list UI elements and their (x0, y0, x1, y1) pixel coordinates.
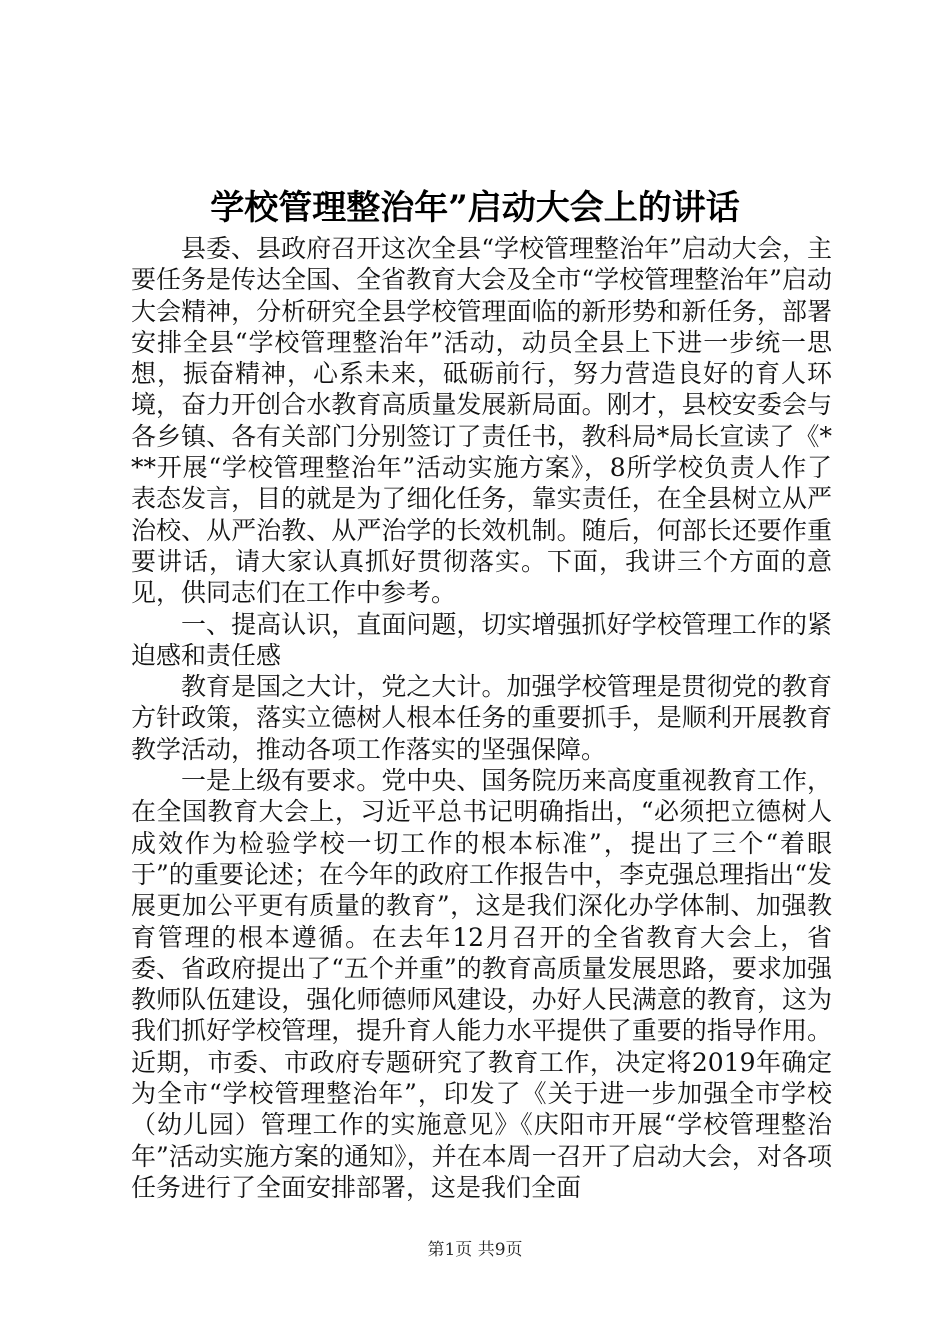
page-number-footer: 第1页 共9页 (427, 1240, 523, 1260)
section-heading-1: 一、提高认识，直面问题，切实增强抓好学校管理工作的紧迫感和责任感 (131, 609, 832, 670)
document-body (131, 233, 832, 1203)
document-title: 学校管理整治年”启动大会上的讲话 (210, 188, 740, 228)
paragraph-education-importance: 教育是国之大计，党之大计。加强学校管理是贯彻党的教育方针政策，落实立德树人根本任务的重要抓手，是顺利开展教育教学活动，推动各项工作落实的坚强保障。 (131, 672, 832, 764)
paragraph-higher-requirements: 一是上级有要求。党中央、国务院历来高度重视教育工作，在全国教育大会上，习近平总书记明确指出，“必须把立德树人成效作为检验学校一切工作的根本标准”，提出了三个“着眼于”的重要论述；在今年的政府工作报告中，李克强总理指出“发展更加公平更有质量的教育”，这是我们深化办学体制、加强教育管理的根本遵循。在去年12月召开的全省教育大会上，省委、省政府提出了“五个并重”的教育高质量发展思路，要求加强教师队伍建设，强化师德师风建设，办好人民满意的教育，这为我们抓好学校管理，提升育人能力水平提供了重要的指导作用。近期，市委、市政府专题研究了教育工作，决定将2019年确定为全市“学校管理整治年”，印发了《关于进一步加强全市学校（幼儿园）管理工作的实施意见》《庆阳市开展“学校管理整治年”活动实施方案的通知》，并在本周一召开了启动大会，对各项任务进行了全面安排部署，这是我们全面 (131, 766, 832, 1202)
paragraph-intro: 县委、县政府召开这次全县“学校管理整治年”启动大会，主要任务是传达全国、全省教育大会及全市“学校管理整治年”启动大会精神，分析研究全县学校管理面临的新形势和新任务，部署安排全县“学校管理整治年”活动，动员全县上下进一步统一思想，振奋精神，心系未来，砥砺前行，努力营造良好的育人环境，奋力开创合水教育高质量发展新局面。刚才，县校安委会与各乡镇、各有关部门分别签订了责任书，教科局*局长宣读了《***开展“学校管理整治年”活动实施方案》，8所学校负责人作了表态发言，目的就是为了细化任务，靠实责任，在全县树立从严治校、从严治教、从严治学的长效机制。随后，何部长还要作重要讲话，请大家认真抓好贯彻落实。下面，我讲三个方面的意见，供同志们在工作中参考。 (131, 234, 832, 608)
